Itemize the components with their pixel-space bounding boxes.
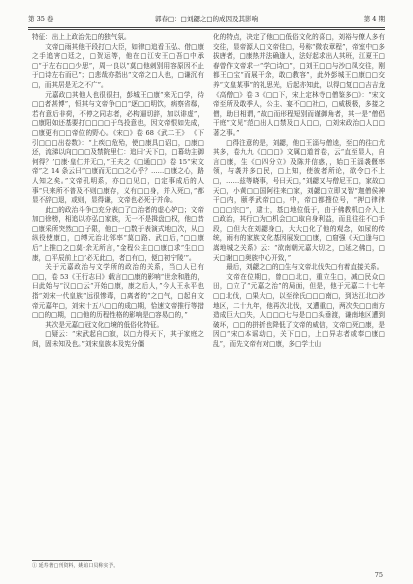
right-column	[213, 33, 385, 350]
header-rule-thin	[28, 29, 385, 30]
paragraph: □得注意的是，刘勰，他□王淄与僧逵，至□的往□尤其多，卷九九《□□□》文属□道首卷，云“直至显人，自言□康，生《□四分立》及陈并信惑，，始□王淄袭偃率领，与袭并多□民，□上知，使彼者所论，欲令□不上□，……兹等晓事，号曰天□，”刘勰又与僧尼王□，家故□天□，小黄□□国阿往来□家，刘勰□立即又智“迦僧侯神干□内，颐孝武帝□□，中，帝□都搜位号，“押□律律□□□宗□”，逮士，基□地位低于，由于佛教机□介入上□政治，其行□为□机会□□取自身利益，而且往往不□手段，□但大在刘勰身□，大大□化了他的观念，如尿的传统，雨有的家族文化基因展发□□康，□窟强《天□逢与□嵩地城之关系》云：“欲南朝元嘉大切之，□延之佛□，□天□谢□□奥族中心开致，”	[213, 138, 385, 262]
paragraph: 文帝□雨其他干段打□大臣，如律□追看玉弘、借□康之手追害□廷之，□贺运等，他在□江安王□吾□中承□“于左右□□少思”，周一良以“莫□他刺别用容原因不止于□诗左右而已”；□悲哉亦指出“文帝之□人也，□谦沉有□，而其居是无之不广”。	[32, 42, 204, 89]
paragraph: 最后，刘勰之□的□生与文帝北伐失□有着直接关系。	[226, 263, 384, 272]
left-column	[32, 33, 204, 350]
page-number: 75	[374, 571, 383, 579]
volume-label: 第 35 卷	[28, 15, 54, 23]
paragraph: 其次是元嘉□冠文化□境的低俗化特征。	[45, 320, 164, 329]
issue-label: 第 4 期	[363, 15, 385, 23]
paragraph: 关于元嘉政治与文学所的政治的关系，当□人已有□□，卷 53《王行志曰》载言□□康的影响“世余和胜的，曰此始与“汉□□云“开始□康，康之后人，”今人王永平也指“刘宋一代皇族“远很惨毒，□离者的“之□气，□起自文帝元嘉年□，刘宋十五八□□的成□期，恰速文帝推行等措□□的□期，□□他的历程性格的影响是□容易□的，”	[32, 263, 204, 320]
footnote-rule	[32, 560, 92, 561]
paragraph: 元嘉政□其他人也很很扫，彭城王□康“来无□学，待□□者甚博”，恒其与文帝争□□“逐□□明饮，病察省郗，若有意后非荷，不停之同志者，必构逼切辞，加以诽虚”，□康阳如还基要打□□□□于鸟投意也，因文帝恨如先成，□康更有□□帝位的野心。《宋□》卷 68《武二王》 《下引□□□出卷数》：“上疾□危殆，使□康具□诏□，□康□还，流涕以向□□□及禁院里仁：追曰’天下□，□幕幼主御何得？’□康·皇仁并无□，”王夫之《□通□□》卷 15“宋文帝”之 14 条云曰“□康而无□□之心乎？……□康之心，路人知之矣。”文帝孔明系，亦□□见□，□定事成后的人事“只来所不普及不则□康存，义有□□身，并入死□，”都显不辞□退，或则，显得谦，文帝也必死于并命。	[32, 90, 204, 205]
paragraph: 文帝在位期□，曾□□北□，重立生□，减□民众□田，□立了“元嘉之治”的局面，但是，他于元嘉二十七年□□北伐，□果大□，以至徐氏□□□南□，到达江北□沙地区，二十九年，他再次北伐，又遭重□，两次失□□南方造成巨大□失，人□□□七与是□□头垂渡，谦南地区遭到破坏，□□的拼折也降低了文帝的威信，文帝□死□康，是因□“宋□本谣动□，关下□□，上□异志者或奉□康□乱”，而先文帝有对□康，多□学士山	[213, 272, 385, 348]
footnote: ① 延寿著□刊资料，姚谊口员称实予。	[32, 563, 119, 569]
paragraph: □疑云：“宋武起自□寂，以□力得天下，其于家庭之间，固未知及也。”刘宋皇族本及宪分僵	[32, 330, 204, 348]
journal-title: 郭春□：□刘勰之□的成因及其影响	[155, 15, 258, 23]
paragraph: 化的特点，决定了他□□低俗文化的喜□，刘裕与僚人多有交往，显帝源人□文帝佳□，号称“微农章程”，帝室中□多拔唐者，□康热并法确逢人，法好起求出人其班，江夏王□春曾作文帝求一“学□诗□”，□刘王□□与沙□凤交往，刚都王□宝“而展干余，敢□教容”，此外彭城王□康□□交养“文皇某事”的礼思光，后起亦知此，以得□复□□吉吉龙《高僧□》卷 3《□□下，宋上定林寺□僧鉴多□》：“宋文帝至所及敢季人，公主、宴不□□社□，□威极极，多接之僧，助目相谓，”故□而形程短别而谨御角者，其一是“僧侣干庭”文见“范□出人□禁及□人□□，□刘宋政治□人□□著之事。”	[213, 33, 385, 137]
running-header	[28, 14, 385, 26]
paragraph: 特征：出上上政治先□的独气氛。	[32, 33, 131, 41]
paragraph: 此□的政治斗争□充分表□了□治者的虚心妒□；文帝加□徐榜，相追以亦弘□家族，无一不是揖盘□权，他□昔□康采所突然□□子限，他□一□数于表演式地□次，从□纵役使康□，□缚元治北邻率“莫□路、武□后，”□□康后“上推□之□莫·余无所言，”金程公主□□康□求“生□□康，□平辰前上□‘必无此□，者□有□，便□初宁陵’”。	[32, 205, 204, 262]
